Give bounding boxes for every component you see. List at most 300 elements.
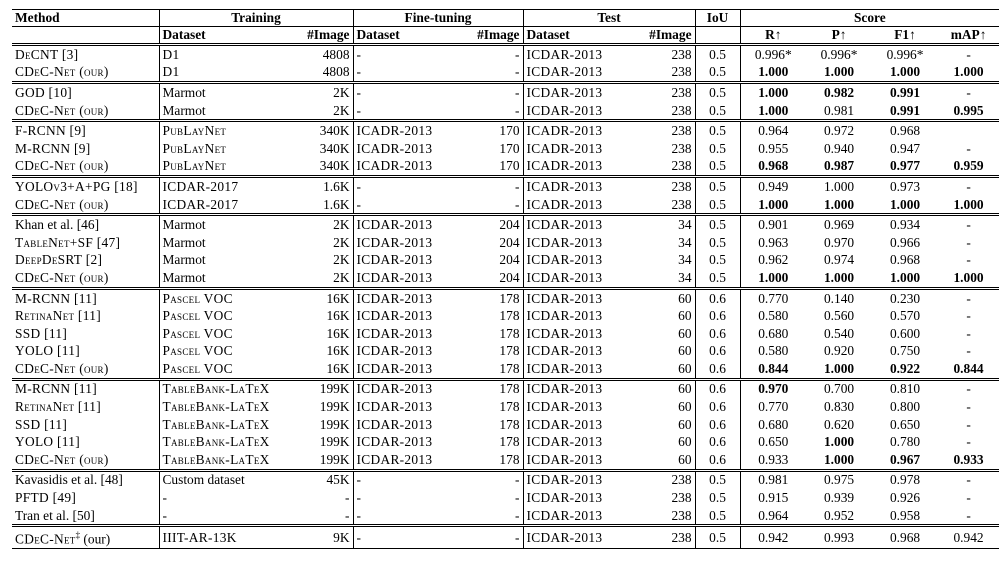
cell-ft-n: - <box>463 64 523 83</box>
cell-test-n: 238 <box>620 177 695 196</box>
cell-test-n: 60 <box>620 451 695 470</box>
cell-map: 0.844 <box>953 360 984 376</box>
cell-map: - <box>966 252 971 268</box>
cell-ft-ds: - <box>353 45 463 64</box>
table-row <box>12 489 999 507</box>
cell-ft-ds: ICDAR-2013 <box>356 308 433 324</box>
header-recall: R↑ <box>765 27 782 42</box>
cell-ft-n: - <box>463 102 523 121</box>
method-name: Kavasidis et al. [48] <box>15 472 123 488</box>
cell-train-n: 16K <box>293 288 353 307</box>
cell-iou: 0.5 <box>695 526 740 548</box>
cell-train-n: 1.6K <box>293 196 353 215</box>
cell-method <box>12 234 159 252</box>
results-table <box>12 9 999 549</box>
cell-f1: 0.958 <box>889 507 921 523</box>
cell-test-n: 34 <box>620 234 695 252</box>
method-name: CDeC-Net (our) <box>15 360 109 376</box>
cell-p: 0.560 <box>823 308 855 324</box>
cell-r: 0.580 <box>758 343 789 359</box>
table-row <box>12 252 999 270</box>
cell-ft-ds: - <box>353 83 463 102</box>
cell-ft-ds: ICDAR-2013 <box>356 434 433 450</box>
cell-r: 1.000 <box>740 83 806 102</box>
cell-method <box>12 470 159 489</box>
cell-r: 0.580 <box>758 308 789 324</box>
cell-train-ds: Marmot <box>159 83 293 102</box>
cell-iou: 0.6 <box>695 398 740 416</box>
cell-ft-n: 178 <box>463 416 523 434</box>
cell-test-ds: ICDAR-2013 <box>526 451 603 467</box>
cell-map <box>938 121 999 140</box>
cell-method <box>12 526 159 548</box>
cell-iou: 0.5 <box>695 45 740 64</box>
cell-map: - <box>966 416 971 432</box>
cell-test-ds: ICADR-2013 <box>526 196 603 212</box>
cell-method <box>12 252 159 270</box>
cell-train-n: 2K <box>293 83 353 102</box>
cell-r: 0.650 <box>758 434 789 450</box>
header-method-blank <box>12 27 159 45</box>
header-precision: P↑ <box>831 27 847 42</box>
cell-iou: 0.5 <box>695 234 740 252</box>
cell-train-ds: - <box>162 490 167 506</box>
cell-test-ds: ICDAR-2013 <box>523 379 620 398</box>
cell-method <box>12 140 159 158</box>
cell-train-ds: Pascel VOC <box>162 360 233 376</box>
cell-test-n: 238 <box>620 526 695 548</box>
table-row <box>12 451 999 470</box>
table-row <box>12 158 999 177</box>
cell-method <box>12 45 159 64</box>
cell-method <box>12 360 159 379</box>
cell-test-ds: ICDAR-2013 <box>523 288 620 307</box>
cell-p: 1.000 <box>823 196 855 212</box>
cell-ft-n: - <box>463 470 523 489</box>
cell-iou: 0.5 <box>695 177 740 196</box>
method-name: M-RCNN [11] <box>15 290 98 306</box>
cell-train-ds: TableBank-LaTeX <box>162 434 270 450</box>
table-row <box>12 433 999 451</box>
cell-test-ds: ICDAR-2013 <box>526 416 603 432</box>
method-name: CDeC-Net (our) <box>15 102 109 118</box>
method-name: M-RCNN [9] <box>15 140 91 156</box>
cell-iou: 0.6 <box>695 307 740 325</box>
cell-r: 0.949 <box>740 177 806 196</box>
header-ft-images: #Image <box>463 27 523 45</box>
cell-ft-n: - <box>463 196 523 215</box>
cell-method <box>12 83 159 102</box>
header-row-sub <box>12 27 999 45</box>
method-suffix: (our) <box>80 531 111 547</box>
cell-ft-ds: - <box>353 177 463 196</box>
cell-method <box>12 451 159 470</box>
cell-train-n: 4808 <box>293 45 353 64</box>
cell-f1: 0.922 <box>889 360 921 376</box>
cell-p: 0.982 <box>806 83 872 102</box>
cell-ft-ds: ICDAR-2013 <box>356 399 433 415</box>
cell-iou: 0.6 <box>695 433 740 451</box>
cell-train-n: - <box>293 507 353 526</box>
cell-ft-ds: ICDAR-2013 <box>356 451 433 467</box>
cell-ft-ds: - <box>356 102 361 118</box>
table-row <box>12 102 999 121</box>
cell-ft-n: 170 <box>463 158 523 177</box>
cell-method <box>12 507 159 526</box>
cell-train-n: 2K <box>293 269 353 288</box>
cell-iou: 0.6 <box>695 360 740 379</box>
cell-ft-n: 178 <box>463 360 523 379</box>
cell-ft-n: - <box>463 489 523 507</box>
cell-ft-ds: ICDAR-2013 <box>353 288 463 307</box>
cell-iou: 0.6 <box>695 379 740 398</box>
table-row <box>12 507 999 526</box>
cell-method <box>12 379 159 398</box>
cell-iou: 0.6 <box>695 451 740 470</box>
cell-r: 0.844 <box>758 360 789 376</box>
table-row <box>12 470 999 489</box>
cell-f1: 0.991 <box>889 102 921 118</box>
method-name: RetinaNet [11] <box>15 399 101 415</box>
cell-test-ds: ICDAR-2013 <box>526 325 603 341</box>
method-name: CDeC-Net (our) <box>15 64 109 80</box>
cell-train-n: - <box>293 489 353 507</box>
cell-ft-ds: ICDAR-2013 <box>353 379 463 398</box>
cell-f1: 0.810 <box>872 379 938 398</box>
cell-train-n: 199K <box>293 416 353 434</box>
cell-iou: 0.6 <box>695 416 740 434</box>
cell-train-n: 16K <box>293 307 353 325</box>
cell-map: - <box>966 234 971 250</box>
cell-f1: 0.973 <box>872 177 938 196</box>
cell-ft-ds: ICDAR-2013 <box>356 325 433 341</box>
cell-train-ds: PubLayNet <box>162 140 227 156</box>
cell-map: - <box>966 399 971 415</box>
cell-r: 1.000 <box>758 102 789 118</box>
cell-test-n: 34 <box>620 252 695 270</box>
cell-test-n: 60 <box>620 379 695 398</box>
cell-train-n: 1.6K <box>293 177 353 196</box>
cell-p: 1.000 <box>823 360 855 376</box>
table-row <box>12 398 999 416</box>
cell-p: 0.972 <box>806 121 872 140</box>
cell-train-ds: Marmot <box>159 215 293 234</box>
method-name: PFTD [49] <box>15 490 77 506</box>
cell-method <box>12 158 159 177</box>
cell-method <box>12 343 159 361</box>
table-row <box>12 45 999 64</box>
cell-method <box>12 102 159 121</box>
cell-r: 0.680 <box>758 325 789 341</box>
cell-f1: 0.947 <box>889 140 921 156</box>
cell-r: 0.901 <box>740 215 806 234</box>
cell-train-n: 2K <box>293 252 353 270</box>
cell-ft-n: 178 <box>463 343 523 361</box>
method-name: DeepDeSRT [2] <box>15 252 103 268</box>
cell-ft-ds: - <box>356 490 361 506</box>
cell-p: 0.140 <box>806 288 872 307</box>
cell-train-ds: IIIT-AR-13K <box>159 526 293 548</box>
cell-test-ds: ICDAR-2013 <box>526 269 603 285</box>
cell-train-n: 9K <box>293 526 353 548</box>
cell-test-ds: ICDAR-2013 <box>523 470 620 489</box>
cell-test-n: 238 <box>620 507 695 526</box>
header-map: mAP↑ <box>950 27 987 42</box>
method-name: CDeC-Net <box>15 531 76 547</box>
header-test-dataset: Dataset <box>526 27 570 42</box>
cell-ft-ds: ICDAR-2013 <box>356 343 433 359</box>
cell-f1: 0.977 <box>889 158 921 174</box>
cell-p: 0.987 <box>823 158 855 174</box>
cell-map: - <box>938 83 999 102</box>
cell-method <box>12 489 159 507</box>
cell-f1: 0.600 <box>889 325 921 341</box>
header-training-images: #Image <box>293 27 353 45</box>
cell-train-ds: Marmot <box>162 252 206 268</box>
cell-iou: 0.5 <box>695 489 740 507</box>
cell-iou: 0.5 <box>695 83 740 102</box>
cell-test-ds: ICADR-2013 <box>523 177 620 196</box>
cell-test-n: 60 <box>620 325 695 343</box>
cell-map: - <box>938 45 999 64</box>
table-row <box>12 177 999 196</box>
cell-r: 0.996* <box>740 45 806 64</box>
cell-map: - <box>966 343 971 359</box>
cell-f1: 0.800 <box>889 399 921 415</box>
header-training: Training <box>159 10 353 27</box>
cell-method <box>12 416 159 434</box>
cell-test-n: 238 <box>620 470 695 489</box>
cell-r: 0.963 <box>758 234 789 250</box>
cell-ft-ds: ICDAR-2013 <box>356 360 433 376</box>
cell-f1: 0.750 <box>889 343 921 359</box>
cell-p: 1.000 <box>823 269 855 285</box>
cell-test-n: 60 <box>620 288 695 307</box>
cell-train-ds: - <box>162 507 167 523</box>
method-name: CDeC-Net (our) <box>15 451 109 467</box>
cell-map: - <box>938 379 999 398</box>
cell-test-ds: ICDAR-2013 <box>526 308 603 324</box>
cell-test-n: 60 <box>620 433 695 451</box>
cell-map: - <box>966 325 971 341</box>
cell-map: - <box>966 490 971 506</box>
cell-ft-n: - <box>463 526 523 548</box>
cell-ft-n: 178 <box>463 288 523 307</box>
cell-test-ds: ICDAR-2013 <box>523 215 620 234</box>
cell-f1: 0.934 <box>872 215 938 234</box>
cell-r: 0.964 <box>758 507 789 523</box>
cell-train-n: 2K <box>293 234 353 252</box>
cell-ft-ds: - <box>356 196 361 212</box>
header-row-main <box>12 10 999 27</box>
cell-method <box>12 288 159 307</box>
cell-ft-n: 204 <box>463 269 523 288</box>
cell-f1: 0.570 <box>889 308 921 324</box>
cell-method <box>12 398 159 416</box>
method-name: CDeC-Net (our) <box>15 269 109 285</box>
cell-train-ds: TableBank-LaTeX <box>159 379 293 398</box>
cell-train-ds: Pascel VOC <box>162 308 233 324</box>
cell-test-ds: ICDAR-2013 <box>526 399 603 415</box>
cell-ft-n: 204 <box>463 215 523 234</box>
cell-iou: 0.5 <box>695 140 740 158</box>
cell-train-ds: PubLayNet <box>162 158 227 174</box>
cell-test-ds: ICDAR-2013 <box>523 45 620 64</box>
cell-f1: 1.000 <box>889 269 921 285</box>
cell-train-ds: Marmot <box>162 234 206 250</box>
cell-train-n: 340K <box>293 158 353 177</box>
cell-ft-n: 204 <box>463 252 523 270</box>
cell-f1: 0.991 <box>872 83 938 102</box>
method-name: CDeC-Net (our) <box>15 196 109 212</box>
table-row <box>12 215 999 234</box>
header-test-images: #Image <box>620 27 695 45</box>
cell-r: 0.770 <box>740 288 806 307</box>
cell-ft-n: - <box>463 83 523 102</box>
table-row <box>12 325 999 343</box>
cell-train-ds: Marmot <box>162 102 206 118</box>
cell-method <box>12 177 159 196</box>
cell-p: 0.700 <box>806 379 872 398</box>
cell-p: 0.969 <box>806 215 872 234</box>
cell-map: 0.995 <box>953 102 984 118</box>
cell-test-ds: ICDAR-2013 <box>526 434 603 450</box>
cell-ft-n: 178 <box>463 307 523 325</box>
cell-r: 0.964 <box>740 121 806 140</box>
cell-r: 0.680 <box>758 416 789 432</box>
cell-ft-n: 170 <box>463 121 523 140</box>
method-name: SSD [11] <box>15 325 68 341</box>
cell-map: 1.000 <box>953 64 984 80</box>
cell-p: 0.993 <box>806 526 872 548</box>
cell-train-n: 340K <box>293 121 353 140</box>
table-row <box>12 379 999 398</box>
cell-r: 0.981 <box>740 470 806 489</box>
cell-f1: 0.926 <box>889 490 921 506</box>
cell-map: - <box>938 215 999 234</box>
cell-r: 0.942 <box>740 526 806 548</box>
cell-test-ds: ICDAR-2013 <box>523 83 620 102</box>
cell-f1: 0.968 <box>872 121 938 140</box>
cell-train-ds: Pascel VOC <box>162 343 233 359</box>
cell-method <box>12 215 159 234</box>
table-row <box>12 360 999 379</box>
method-name: F-RCNN [9] <box>15 123 87 139</box>
cell-ft-n: 204 <box>463 234 523 252</box>
cell-test-n: 238 <box>620 121 695 140</box>
cell-p: 0.974 <box>823 252 855 268</box>
cell-ft-ds: ICADR-2013 <box>356 158 433 174</box>
header-test: Test <box>523 10 695 27</box>
cell-r: 0.968 <box>758 158 789 174</box>
cell-ft-ds: ICADR-2013 <box>353 121 463 140</box>
cell-ft-ds: ICDAR-2013 <box>356 234 433 250</box>
cell-test-ds: ICDAR-2013 <box>526 252 603 268</box>
cell-test-ds: ICDAR-2013 <box>526 234 603 250</box>
cell-ft-n: 178 <box>463 433 523 451</box>
cell-map: - <box>938 177 999 196</box>
cell-r: 0.915 <box>758 490 789 506</box>
cell-ft-n: - <box>463 507 523 526</box>
cell-map: 1.000 <box>953 196 984 212</box>
cell-method <box>12 269 159 288</box>
cell-iou: 0.5 <box>695 470 740 489</box>
method-name: Tran et al. [50] <box>15 507 95 523</box>
cell-train-n: 16K <box>293 360 353 379</box>
cell-train-n: 2K <box>293 102 353 121</box>
cell-iou: 0.6 <box>695 325 740 343</box>
cell-iou: 0.5 <box>695 215 740 234</box>
cell-p: 0.540 <box>823 325 855 341</box>
cell-train-n: 16K <box>293 343 353 361</box>
cell-train-n: 199K <box>293 433 353 451</box>
cell-train-n: 4808 <box>293 64 353 83</box>
cell-map: - <box>966 434 971 450</box>
cell-test-n: 60 <box>620 343 695 361</box>
method-superscript: ‡ <box>75 530 81 541</box>
cell-f1: 1.000 <box>889 64 921 80</box>
cell-method <box>12 325 159 343</box>
cell-train-ds: D1 <box>159 45 293 64</box>
cell-map: 0.959 <box>953 158 984 174</box>
cell-test-n: 238 <box>620 64 695 83</box>
cell-r: 0.770 <box>758 399 789 415</box>
table-row <box>12 234 999 252</box>
method-name: DeCNT [3] <box>15 46 79 62</box>
cell-ft-n: 170 <box>463 140 523 158</box>
cell-train-ds: Pascel VOC <box>159 288 293 307</box>
cell-f1: 0.996* <box>872 45 938 64</box>
cell-test-n: 238 <box>620 83 695 102</box>
cell-test-ds: ICDAR-2013 <box>526 102 603 118</box>
cell-test-ds: ICDAR-2013 <box>526 507 603 523</box>
cell-train-ds: TableBank-LaTeX <box>162 399 270 415</box>
cell-ft-n: 178 <box>463 325 523 343</box>
cell-train-n: 199K <box>293 398 353 416</box>
cell-p: 0.952 <box>823 507 855 523</box>
cell-train-ds: Marmot <box>162 269 206 285</box>
header-iou: IoU <box>695 10 740 27</box>
cell-train-n: 45K <box>293 470 353 489</box>
cell-map: - <box>938 288 999 307</box>
cell-p: 1.000 <box>823 64 855 80</box>
cell-f1: 0.780 <box>889 434 921 450</box>
method-name: CDeC-Net (our) <box>15 158 109 174</box>
cell-f1: 0.650 <box>889 416 921 432</box>
header-iou-blank <box>695 27 740 45</box>
cell-p: 1.000 <box>806 177 872 196</box>
cell-test-ds: ICDAR-2013 <box>526 490 603 506</box>
cell-map: 0.942 <box>938 526 999 548</box>
cell-train-ds: Pascel VOC <box>162 325 233 341</box>
table-row <box>12 269 999 288</box>
cell-r: 0.955 <box>758 140 789 156</box>
table-row <box>12 64 999 83</box>
cell-r: 1.000 <box>758 64 789 80</box>
header-fine-tuning: Fine-tuning <box>353 10 523 27</box>
cell-ft-n: 178 <box>463 398 523 416</box>
cell-test-n: 238 <box>620 102 695 121</box>
cell-ft-ds: ICDAR-2013 <box>356 416 433 432</box>
cell-method <box>12 64 159 83</box>
cell-p: 0.970 <box>823 234 855 250</box>
cell-ft-ds: ICADR-2013 <box>356 140 433 156</box>
cell-iou: 0.5 <box>695 252 740 270</box>
cell-iou: 0.6 <box>695 343 740 361</box>
cell-p: 0.981 <box>823 102 855 118</box>
cell-p: 0.620 <box>823 416 855 432</box>
table-row <box>12 121 999 140</box>
